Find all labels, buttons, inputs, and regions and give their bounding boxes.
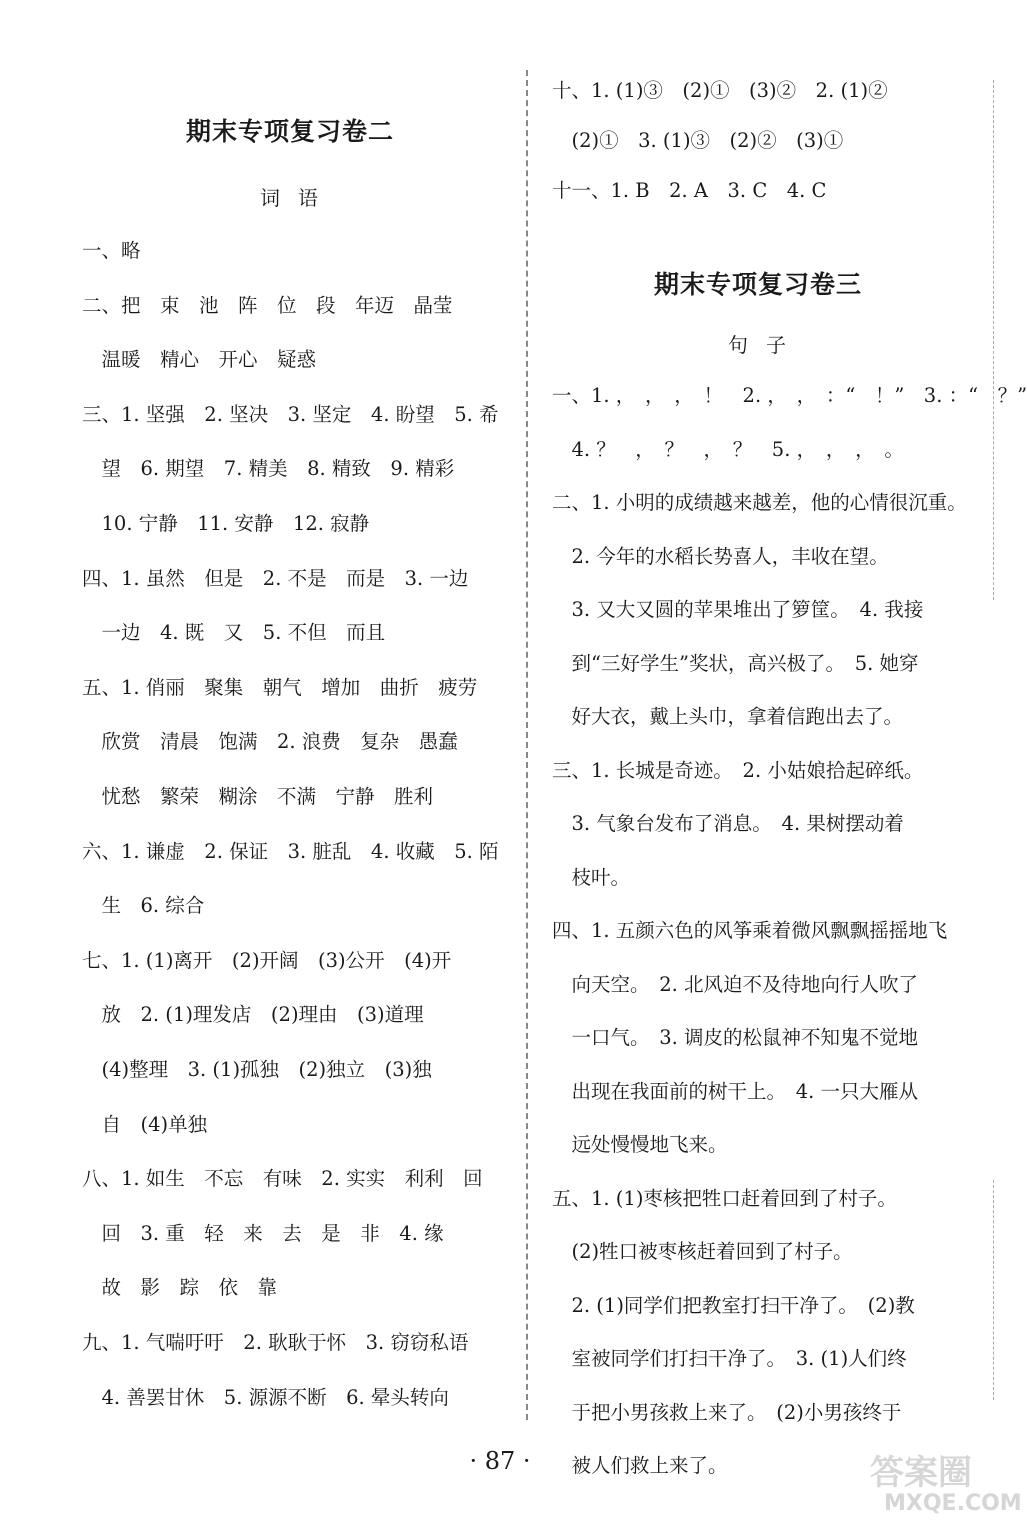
- answer-line: 于把小男孩救上来了。 (2)小男孩终于: [552, 1400, 902, 1424]
- answer-line: 生 6. 综合: [82, 894, 205, 918]
- answer-line: 到“三好学生”奖状，高兴极了。 5. 她穿: [552, 651, 919, 675]
- edge-dash-mark: [993, 80, 994, 600]
- answer-line: 五、1. (1)枣核把牲口赶着回到了村子。: [552, 1186, 897, 1210]
- right-section-subtitle: 句子: [728, 333, 804, 357]
- watermark-text: 答案圈: [870, 1453, 972, 1493]
- answer-line: 二、把 束 池 阵 位 段 年迈 晶莹: [82, 293, 453, 317]
- answer-line: 一、1. ， ， ， ！ 2. ， ， ：“ ！” 3. ：“ ？”: [552, 384, 1027, 407]
- answer-line: (2)① 3. (1)③ (2)② (3)①: [552, 129, 844, 152]
- answer-line: 枝叶。: [552, 865, 631, 889]
- answer-line: 二、1. 小明的成绩越来越差，他的心情很沉重。: [552, 491, 967, 514]
- answer-line: 一边 4. 既 又 5. 不但 而且: [82, 621, 386, 645]
- answer-line: 10. 宁静 11. 安静 12. 寂静: [82, 512, 370, 535]
- answer-line: 被人们救上来了。: [552, 1454, 728, 1477]
- answer-line: 2. (1)同学们把教室打扫干净了。 (2)教: [552, 1293, 915, 1317]
- answer-line: 六、1. 谦虚 2. 保证 3. 脏乱 4. 收藏 5. 陌: [82, 839, 499, 863]
- answer-line: 望 6. 期望 7. 精美 8. 精致 9. 精彩: [82, 457, 455, 481]
- answer-line: 出现在我面前的树干上。 4. 一只大雁从: [552, 1079, 919, 1103]
- answer-line: 放 2. (1)理发店 (2)理由 (3)道理: [82, 1003, 424, 1027]
- answer-line: 自 (4)单独: [82, 1112, 208, 1136]
- answer-line: 忧愁 繁荣 糊涂 不满 宁静 胜利: [82, 785, 434, 808]
- answer-line: 十一、1. B 2. A 3. C 4. C: [552, 179, 827, 202]
- edge-dash-mark: [993, 1180, 994, 1400]
- answer-line: 一、略: [82, 239, 141, 262]
- answer-line: 远处慢慢地飞来。: [552, 1133, 728, 1156]
- answer-line: 3. 气象台发布了消息。 4. 果树摆动着: [552, 812, 904, 835]
- answer-line: 4. 善罢甘休 5. 源源不断 6. 晕头转向: [82, 1385, 449, 1409]
- answer-line: 三、1. 坚强 2. 坚决 3. 坚定 4. 盼望 5. 希: [82, 402, 499, 426]
- site-watermark-logo: [862, 1445, 1022, 1527]
- answer-line: 一口气。 3. 调皮的松鼠神不知鬼不觉地: [552, 1026, 919, 1049]
- watermark-url: MXQE.COM: [884, 1491, 1022, 1516]
- answer-line: 温暖 精心 开心 疑惑: [82, 348, 317, 372]
- page-number: · 87 ·: [469, 1447, 531, 1475]
- right-section-title: 期末专项复习卷三: [654, 270, 863, 299]
- answer-line: 好大衣，戴上头巾，拿着信跑出去了。: [552, 705, 904, 728]
- answer-line: 回 3. 重 轻 来 去 是 非 4. 缘: [82, 1221, 444, 1245]
- column-divider: [526, 70, 528, 1420]
- answer-line: 四、1. 五颜六色的风筝乘着微风飘飘摇摇地飞: [552, 919, 948, 942]
- answer-line: 2. 今年的水稻长势喜人，丰收在望。: [552, 544, 889, 568]
- left-section-subtitle: 词语: [260, 186, 336, 210]
- answer-line: (2)牲口被枣核赶着回到了村子。: [552, 1240, 853, 1263]
- answer-line: 室被同学们打扫干净了。 3. (1)人们终: [552, 1347, 907, 1370]
- answer-line: 五、1. 俏丽 聚集 朝气 增加 曲折 疲劳: [82, 675, 478, 699]
- left-section-title: 期末专项复习卷二: [186, 117, 395, 146]
- answer-line: 向天空。 2. 北风迫不及待地向行人吹了: [552, 972, 919, 996]
- answer-line: 十、1. (1)③ (2)① (3)② 2. (1)②: [552, 79, 888, 102]
- answer-line: 四、1. 虽然 但是 2. 不是 而是 3. 一边: [82, 566, 469, 590]
- answer-line: (4)整理 3. (1)孤独 (2)独立 (3)独: [82, 1058, 432, 1081]
- answer-line: 欣赏 清晨 饱满 2. 浪费 复杂 愚蠢: [82, 730, 458, 754]
- answer-line: 七、1. (1)离开 (2)开阔 (3)公开 (4)开: [82, 948, 452, 972]
- answer-line: 故 影 踪 依 靠: [82, 1276, 278, 1300]
- answer-line: 九、1. 气喘吁吁 2. 耿耿于怀 3. 窃窃私语: [82, 1331, 469, 1354]
- answer-line: 三、1. 长城是奇迹。 2. 小姑娘拾起碎纸。: [552, 758, 924, 782]
- answer-line: 3. 又大又圆的苹果堆出了箩筐。 4. 我接: [552, 598, 924, 621]
- answer-line: 八、1. 如生 不忘 有味 2. 实实 利利 回: [82, 1167, 483, 1191]
- answer-line: 4. ？ ， ？ ， ？ 5. ， ， ， 。: [552, 437, 904, 461]
